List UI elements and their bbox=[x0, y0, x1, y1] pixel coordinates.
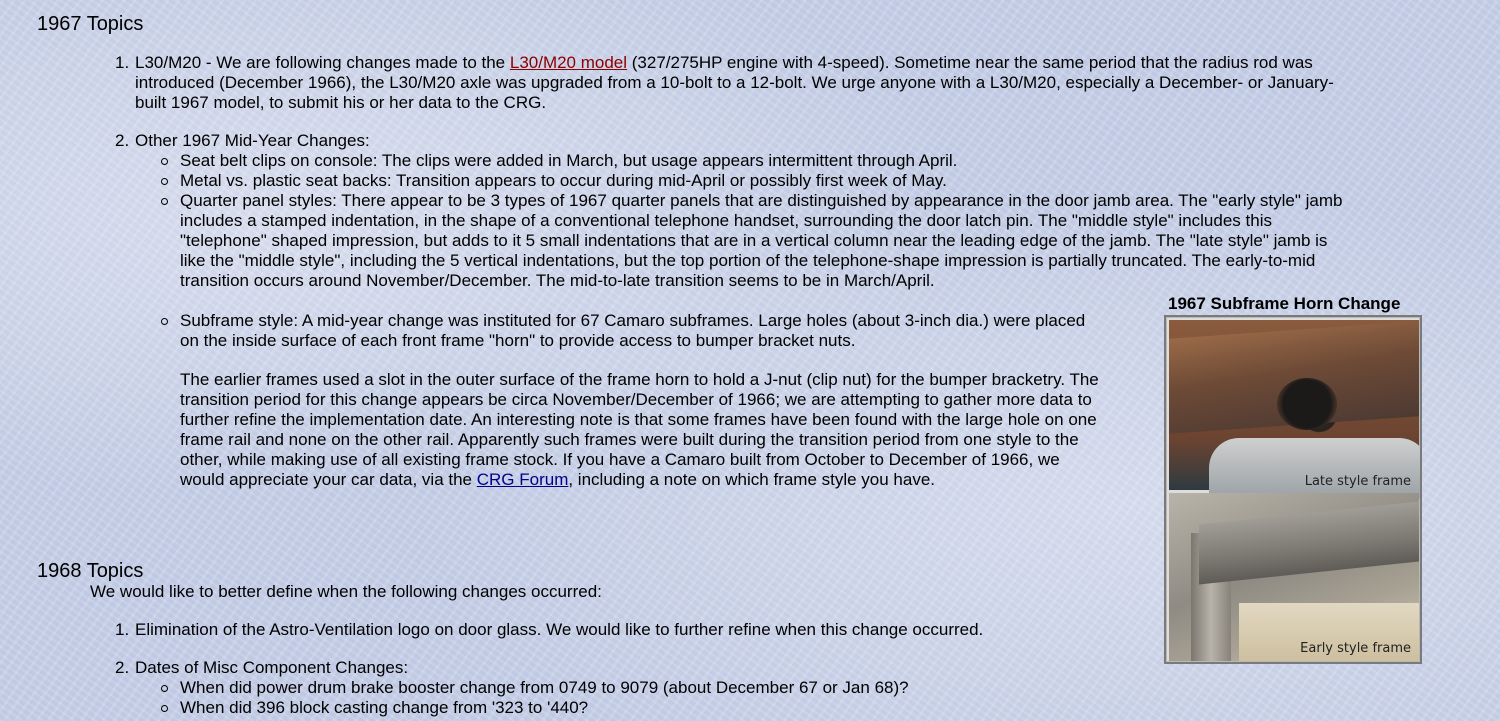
l30-m20-prefix: L30/M20 - We are following changes made to the bbox=[135, 53, 510, 72]
l30-m20-line-3: built 1967 model, to submit his or her data to the CRG. bbox=[135, 93, 547, 112]
bullet-circle bbox=[161, 705, 168, 712]
frames-paragraph-line: The earlier frames used a slot in the outer surface of the frame horn to hold a J-nut (clip nut) for the bumper bracketry. The bbox=[180, 370, 1099, 389]
bullet-circle bbox=[161, 318, 168, 325]
list-number: 1. bbox=[115, 53, 130, 72]
quarter-panel-line: transition occurs around November/December. The mid-to-late transition seems to be in March/April. bbox=[180, 271, 935, 290]
frames-paragraph-line: other, while making use of all existing frame stock. If you have a Camaro built from October to December of 1966, we bbox=[180, 450, 1060, 469]
l30-m20-line-2: introduced (December 1966), the L30/M20 axle was upgraded from a 10-bolt to a 12-bolt. We urge anyone with a L30/M20, especially a December- or January- bbox=[135, 73, 1334, 92]
l30-m20-model-link[interactable]: L30/M20 model bbox=[509, 53, 628, 72]
bullet-circle bbox=[161, 685, 168, 692]
l30-m20-suffix: (327/275HP engine with 4-speed). Sometime near the same period that the radius rod was bbox=[627, 53, 1313, 72]
list-number: 1. bbox=[115, 620, 130, 639]
subframe-style-line: Subframe style: A mid-year change was instituted for 67 Camaro subframes. Large holes (about 3-inch dia.) were placed bbox=[180, 311, 1086, 330]
frames-paragraph-last-line bbox=[180, 470, 935, 490]
figure-caption: 1967 Subframe Horn Change bbox=[1168, 294, 1401, 313]
bullet-circle bbox=[161, 158, 168, 165]
quarter-panel-line: "telephone" shaped impression, but adds to it 5 small indentations that are in a vertical column near the leading edge of the jamb. The "late style" jamb is bbox=[180, 231, 1328, 250]
frame-hole-shape bbox=[1277, 378, 1337, 430]
bullet-circle bbox=[161, 178, 168, 185]
subframe-horn-photo bbox=[1164, 315, 1422, 664]
mid-year-changes-title: Other 1967 Mid-Year Changes: bbox=[135, 131, 370, 150]
crg-forum-link[interactable]: CRG Forum bbox=[476, 470, 569, 489]
section-1968-intro: We would like to better define when the following changes occurred: bbox=[90, 582, 602, 601]
section-heading-1968: 1968 Topics bbox=[37, 560, 144, 582]
quarter-panel-line: Quarter panel styles: There appear to be 3 types of 1967 quarter panels that are distinguished by appearance in the door jamb area. The "early style" jamb bbox=[180, 191, 1343, 210]
list-number: 2. bbox=[115, 658, 130, 677]
frame-rail-shape bbox=[1199, 501, 1419, 584]
frames-paragraph-prefix: would appreciate your car data, via the bbox=[180, 470, 477, 489]
late-style-frame-label: Late style frame bbox=[1304, 474, 1411, 489]
misc-component-title: Dates of Misc Component Changes: bbox=[135, 658, 409, 677]
early-style-frame-photo bbox=[1169, 493, 1419, 661]
frames-paragraph-line: transition period for this change appears be circa November/December of 1966; we are attempting to gather more data to bbox=[180, 390, 1092, 409]
seat-backs-item: Metal vs. plastic seat backs: Transition appears to occur during mid-April or possibly first week of May. bbox=[180, 171, 947, 190]
l30-m20-line-1 bbox=[135, 53, 1313, 73]
seat-belt-clips-item: Seat belt clips on console: The clips were added in March, but usage appears intermittent through April. bbox=[180, 151, 958, 170]
frames-paragraph-line: frame rail and none on the other rail. Apparently such frames were built during the transition period from one style to the bbox=[180, 430, 1079, 449]
tire-shape bbox=[1209, 438, 1422, 498]
quarter-panel-line: includes a stamped indentation, in the shape of a conventional telephone handset, surrounding the door latch pin. The "middle style" includes this bbox=[180, 211, 1272, 230]
section-heading-1967: 1967 Topics bbox=[37, 13, 144, 35]
frames-paragraph-suffix: , including a note on which frame style you have. bbox=[568, 470, 936, 489]
bullet-circle bbox=[161, 198, 168, 205]
brake-booster-item: When did power drum brake booster change from 0749 to 9079 (about December 67 or Jan 68)? bbox=[180, 678, 909, 697]
astro-ventilation-item: Elimination of the Astro-Ventilation logo on door glass. We would like to further refine when this change occurred. bbox=[135, 620, 984, 639]
block-casting-item: When did 396 block casting change from '323 to '440? bbox=[180, 698, 589, 717]
quarter-panel-line: like the "middle style", including the 5 vertical indentations, but the top portion of the telephone-shape impression is partially truncated. The early-to-mid bbox=[180, 251, 1316, 270]
late-style-frame-photo bbox=[1169, 320, 1419, 490]
list-number: 2. bbox=[115, 131, 130, 150]
subframe-style-line: on the inside surface of each front frame "horn" to provide access to bumper bracket nuts. bbox=[180, 331, 856, 350]
frames-paragraph-line: further refine the implementation date. An interesting note is that some frames have been found with the large hole on one bbox=[180, 410, 1097, 429]
early-style-frame-label: Early style frame bbox=[1300, 641, 1411, 656]
